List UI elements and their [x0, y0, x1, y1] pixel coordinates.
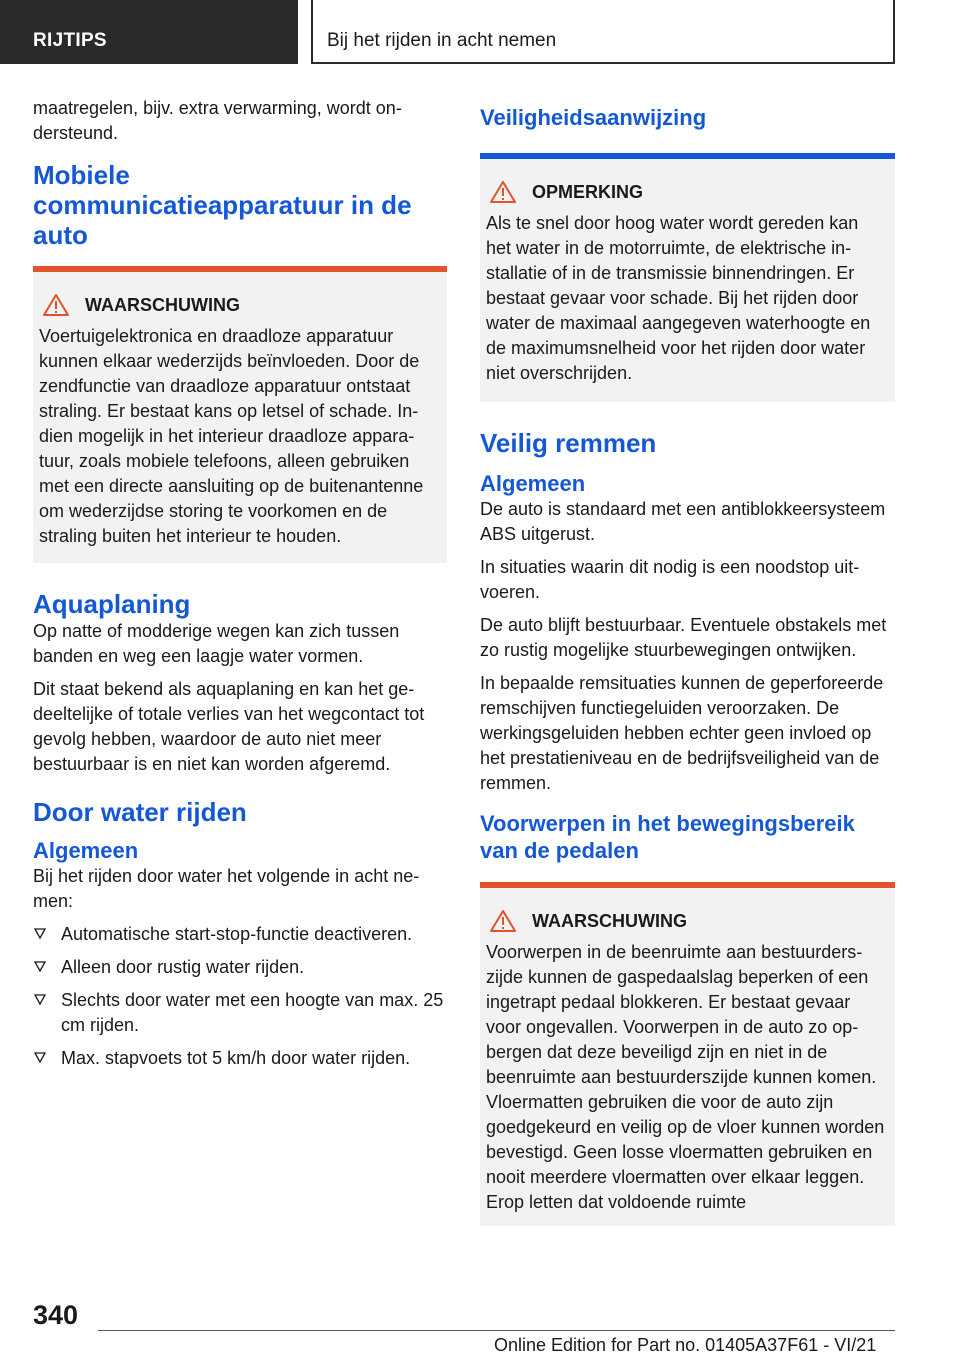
note-text: Als te snel door hoog water wordt gereden kan het water in de motorruimte, de elektrische installatie of in de transmissie binnendringen. Er bestaat gevaar voor schade. Bij het rijden door water de maximaal aangegeven waterhoogte en de maximumsnelheid voor het rijden door water niet overschrijden. [486, 213, 871, 383]
footer-edition: Online Edition for Part no. 01405A37F61 - VI/21 [494, 1335, 877, 1355]
warning-box-mobile [33, 266, 447, 563]
warning-box-pedal [480, 882, 895, 1226]
left-column [33, 96, 447, 1079]
intro-paragraph: maatregelen, bijv. extra verwarming, wordt ondersteund. [33, 98, 402, 143]
triangle-bullet-icon [33, 1050, 47, 1064]
warning-triangle-icon [490, 181, 516, 203]
warning-triangle-icon [43, 294, 69, 316]
brake-heading: Veilig remmen [480, 428, 657, 458]
brake-paragraph-1: De auto is standaard met een antiblokkeersysteem ABS uitgerust. [480, 499, 886, 544]
triangle-bullet-icon [33, 992, 47, 1006]
header-section-label: RIJTIPS [33, 30, 107, 51]
warning-text: Voorwerpen in de beenruimte aan bestuurderszijde kunnen de gaspedaalslag beperken of een ingetrapt pedaal blokkeren. Er bestaat gevaar voor ongevallen. Voorwerpen in de auto zo opbergen dat deze beveiligd zijn en niet in de beenruimte aan bestuurderszijde kunnen komen. Vloermatten gebruiken die voor de auto zijn goedgekeurd en veilig op de vloer kunnen worden bevestigd. Geen losse vloermatten gebruiken en nooit meerdere vloermatten over elkaar leggen. Erop letten dat voldoende ruimte [486, 942, 885, 1212]
header-section-tab [0, 0, 298, 64]
list-item: Automatische start-stop-functie deactiveren. [33, 922, 447, 947]
warning-title: WAARSCHUWING [43, 294, 439, 316]
warning-title: WAARSCHUWING [490, 910, 887, 932]
list-item: Slechts door water met een hoogte van max. 25 cm rijden. [33, 988, 447, 1038]
note-title: OPMERKING [490, 181, 887, 203]
footer-divider [98, 1330, 895, 1331]
brake-subheading: Algemeen [480, 471, 586, 496]
aquaplaning-heading: Aquaplaning [33, 589, 191, 619]
water-list [33, 922, 447, 1071]
safety-heading: Veiligheidsaanwijzing [480, 105, 707, 130]
triangle-bullet-icon [33, 959, 47, 973]
triangle-bullet-icon [33, 926, 47, 940]
aquaplaning-paragraph-1: Op natte of modderige wegen kan zich tussen banden en weg een laagje water vormen. [33, 621, 400, 666]
warning-text: Voertuigelektronica en draadloze apparatuur kunnen elkaar wederzijds beïnvloeden. Door de zendfunctie van draadloze apparatuur ontstaat straling. Er bestaat kans op letsel of schade. Indien mogelijk in het interieur draadloze apparatuur, zoals mobiele telefoons, alleen gebruiken met een directe aansluiting op de buitenantenne om wederzijdse storing te voorkomen en de straling buiten het interieur te houden. [39, 326, 424, 546]
list-item: Max. stapvoets tot 5 km/h door water rijden. [33, 1046, 447, 1071]
water-subheading: Algemeen [33, 838, 139, 863]
page-number: 340 [33, 1300, 79, 1330]
header-chapter-tab [311, 0, 895, 64]
brake-paragraph-3: De auto blijft bestuurbaar. Eventuele obstakels met zo rustig mogelijke stuurbewegingen ontwijken. [480, 615, 887, 660]
pedal-heading: Voorwerpen in het bewegingsbereik van de pedalen [480, 811, 855, 863]
right-column [480, 104, 895, 1226]
water-intro: Bij het rijden door water het volgende in acht nemen: [33, 866, 420, 911]
brake-paragraph-2: In situaties waarin dit nodig is een noodstop uitvoeren. [480, 557, 860, 602]
warning-triangle-icon [490, 910, 516, 932]
list-item: Alleen door rustig water rijden. [33, 955, 447, 980]
brake-paragraph-4: In bepaalde remsituaties kunnen de geperforeerde remschijven functiegeluiden veroorzaken. De werkingsgeluiden hebben echter geen invloed op het prestatieniveau en de bedrijfsveiligheid van de remmen. [480, 673, 884, 793]
header-chapter-label: Bij het rijden in acht nemen [327, 30, 557, 51]
aquaplaning-paragraph-2: Dit staat bekend als aquaplaning en kan het gedeeltelijke of totale verlies van het wegcontact tot gevolg hebben, waardoor de auto niet meer bestuurbaar is en niet kan worden afgeremd. [33, 679, 425, 774]
note-box [480, 153, 895, 402]
mobile-heading: Mobiele communicatieapparatuur in de auto [33, 160, 412, 250]
water-heading: Door water rijden [33, 797, 247, 827]
